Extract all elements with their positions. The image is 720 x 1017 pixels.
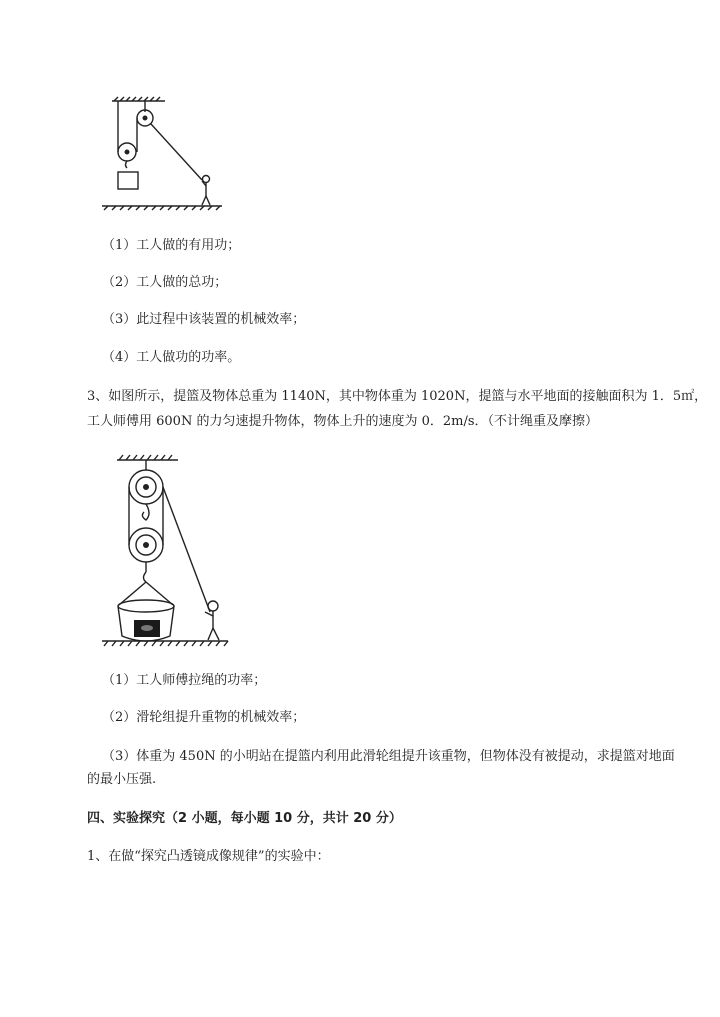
p2-part-2: （2）工人做的总功； — [102, 275, 228, 290]
p3-stem-line-2: 工人师傅用 600N 的力匀速提升物体，物体上升的速度为 0．2m/s．（不计绳重及摩擦） — [87, 414, 599, 429]
p2-part-4: （4）工人做功的功率。 — [102, 350, 241, 365]
p3-part-3: （3）体重为 450N 的小明站在提篮内利用此滑轮组提升该重物，但物体没有被提动，求提篮对地面 — [102, 749, 675, 764]
p2-part-1: （1）工人做的有用功； — [102, 238, 241, 253]
section-heading: 四、实验探究（2 小题，每小题 10 分，共计 20 分） — [87, 811, 402, 826]
p3-stem-line-1: 3、如图所示，提篮及物体总重为 1140N，其中物体重为 1020N，提篮与水平地面的接触面积为 1．5㎡， — [87, 389, 708, 404]
p4-1-stem: 1、在做“探究凸透镜成像规律”的实验中： — [87, 849, 330, 864]
p3-part-1: （1）工人师傅拉绳的功率； — [102, 673, 267, 688]
p2-part-3: （3）此过程中该装置的机械效率； — [102, 312, 306, 327]
p3-part-2: （2）滑轮组提升重物的机械效率； — [102, 710, 306, 725]
p3-part-3-cont: 的最小压强. — [87, 772, 157, 787]
